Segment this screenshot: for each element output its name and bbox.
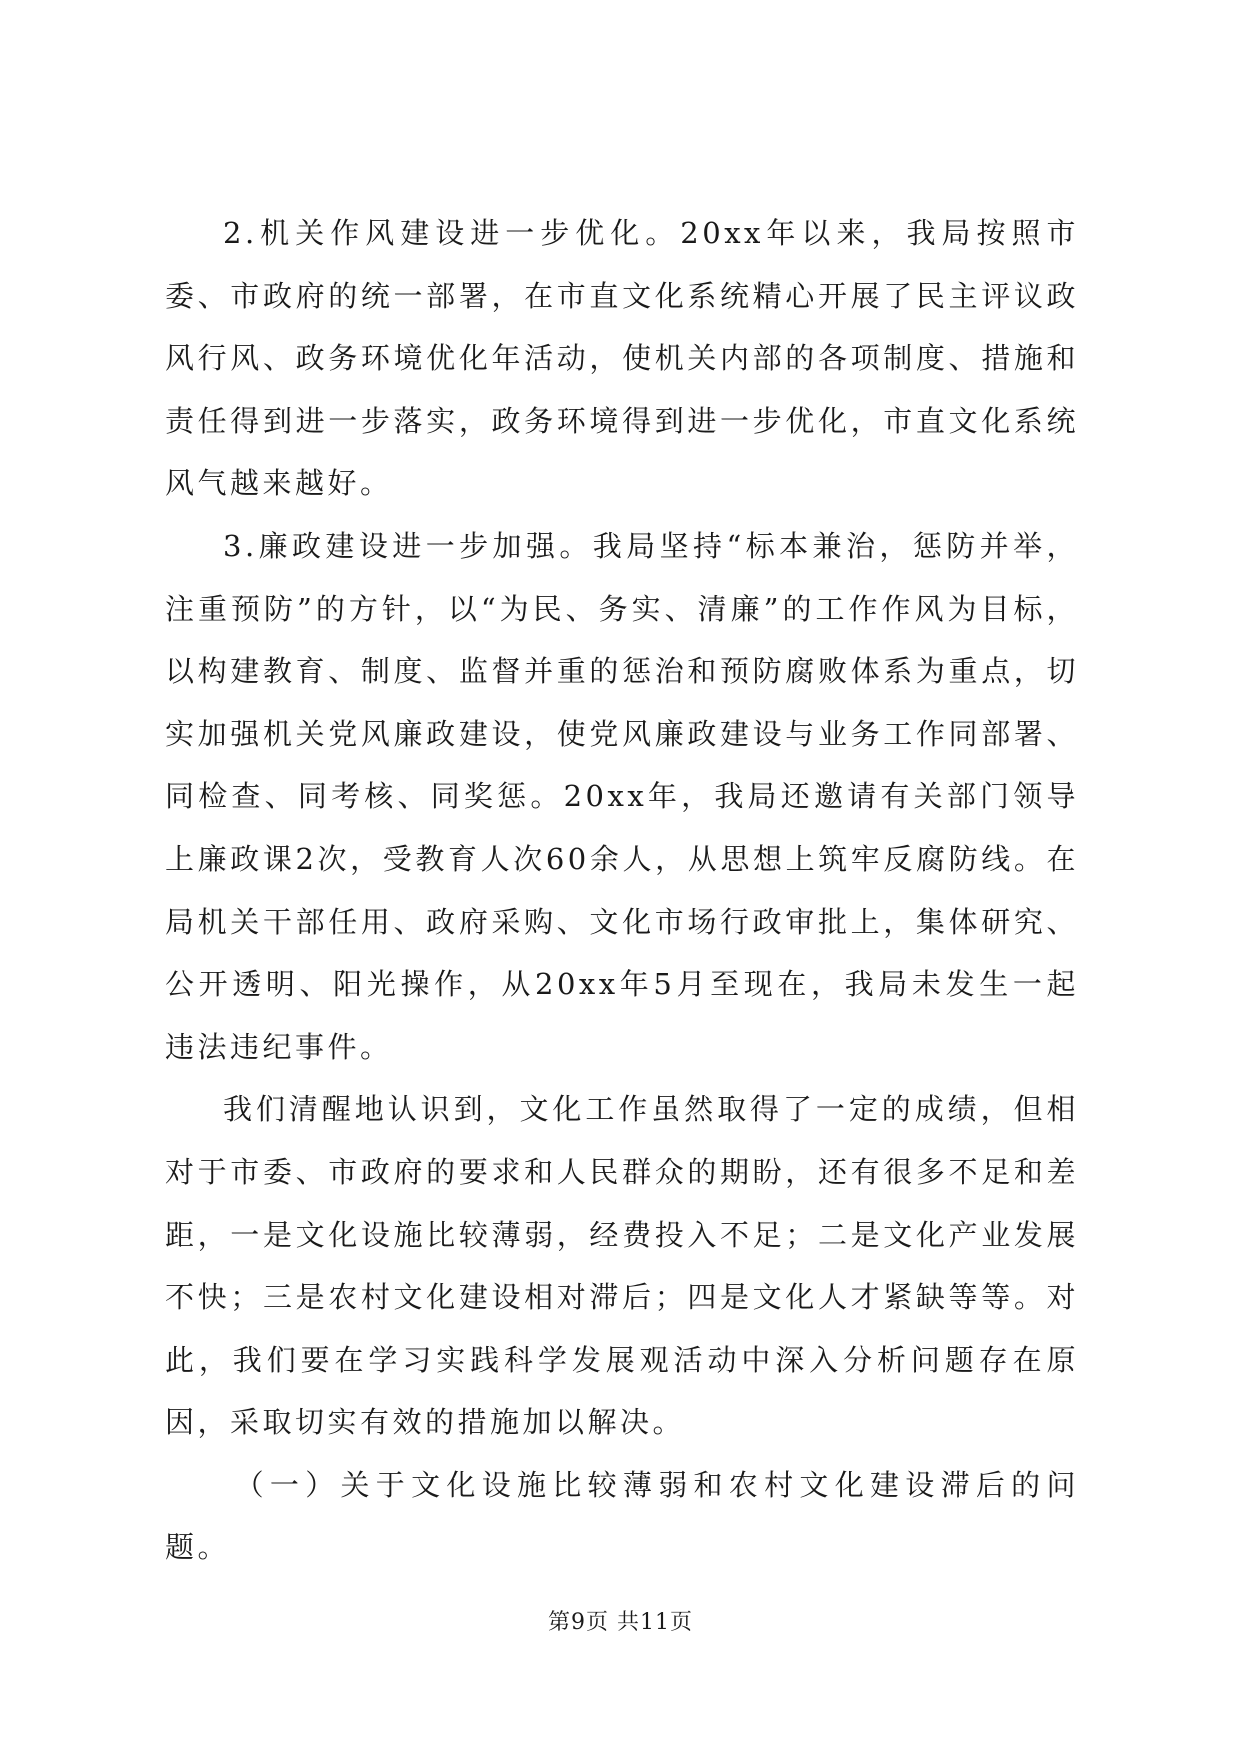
- section-heading-facilities: （一）关于文化设施比较薄弱和农村文化建设滞后的问题。: [165, 1467, 1079, 1565]
- paragraph-work-style: 2.机关作风建设进一步优化。20xx年以来，我局按照市委、市政府的统一部署，在市直文化系统精心开展了民主评议政风行风、政务环境优化年活动，使机关内部的各项制度、措施和责任得到进一步落实，政务环境得到进一步优化，市直文化系统风气越来越好。: [165, 216, 1079, 501]
- document-body: [165, 202, 1079, 1579]
- page-number-footer: 第9页 共11页: [548, 1610, 693, 1635]
- paragraph-integrity: 3.廉政建设进一步加强。我局坚持“标本兼治，惩防并举，注重预防”的方针，以“为民、务实、清廉”的工作作风为目标，以构建教育、制度、监督并重的惩治和预防腐败体系为重点，切实加强机关党风廉政建设，使党风廉政建设与业务工作同部署、同检查、同考核、同奖惩。20xx年，我局还邀请有关部门领导上廉政课2次，受教育人次60余人，从思想上筑牢反腐防线。在局机关干部任用、政府采购、文化市场行政审批上，集体研究、公开透明、阳光操作，从20xx年5月至现在，我局未发生一起违法违纪事件。: [165, 528, 1079, 1064]
- paragraph-shortcomings: 我们清醒地认识到，文化工作虽然取得了一定的成绩，但相对于市委、市政府的要求和人民群众的期盼，还有很多不足和差距，一是文化设施比较薄弱，经费投入不足；二是文化产业发展不快；三是农村文化建设相对滞后；四是文化人才紧缺等等。对此，我们要在学习实践科学发展观活动中深入分析问题存在原因，采取切实有效的措施加以解决。: [165, 1092, 1079, 1440]
